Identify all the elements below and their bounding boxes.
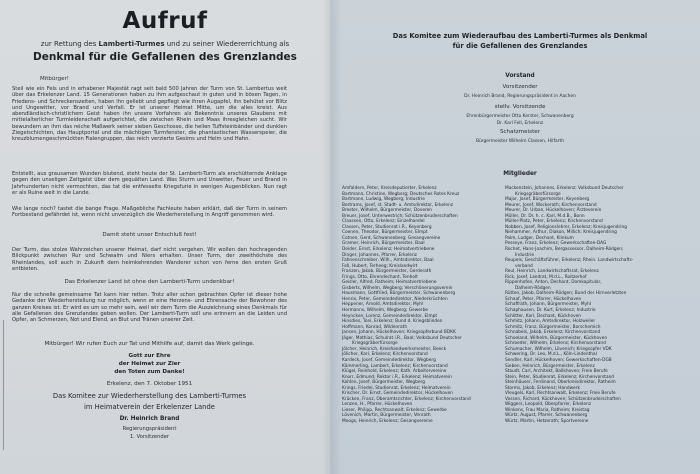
member-entry: Major, Josef, Bürgermeister, Keyenberg [505, 197, 590, 203]
member-entry: Kardeck, Josef, Gemeindedirektor, Wegberg [342, 357, 436, 363]
member-entry: Storms, Jakob, Erkelenz; Handwerk [505, 385, 581, 391]
committee-line: im Heimatverein der Erkelenzer Lande [84, 403, 215, 411]
member-entry: Krücken, Franz, Oberamtsrichter, Erkelenz; Kirchenvorstand [342, 396, 471, 402]
member-entry: Stein, Peter, Studienrat, Erkelenz; Kirchenvorstand [505, 374, 615, 380]
member-entry: Franzen, Jakob, Bürgermeister, Gerderath [342, 269, 432, 275]
member-entry: Müller-Platz, Peter, Erkelenz; Kirchenvorstand [505, 219, 603, 225]
member-entry: Lenzen, H., Pfarrer, Hückelhoven [342, 402, 413, 408]
member-entry: Niehammer, Arthur, Diakon, Millich; Kreisjugendring [505, 230, 617, 236]
member-entry: Mackenstein, Johannes, Erkelenz; Volksbund Deutscher [505, 186, 624, 191]
resolve-line: Damit steht unser Entschluß fest! [102, 232, 197, 238]
unthinkable-line: Das Erkelenzer Land ist ohne den Lamberti-Turm undenkbar! [64, 279, 235, 285]
members-title: Mitglieder [503, 171, 537, 177]
vice-chair-names [340, 113, 700, 127]
member-entry: Breuer, Josef, Unterwestrich; Schützenbruderschaften [342, 213, 458, 219]
member-entry: Schlitter, Karl, Dechant, Kückhoven [505, 313, 582, 319]
member-entry: Deider, Ernst, Erkelenz; Heimatvertriebene [342, 247, 435, 253]
committee-signature [12, 391, 287, 413]
salutation: Mitbürger! [40, 76, 69, 82]
member-entry: Moogs, Heinrich, Erkelenz; Gesangvereine [342, 418, 433, 424]
member-entry: Kohlen, Josef, Bürgermeister, Wegberg [342, 380, 425, 386]
date-line: Erkelenz, den 7. Oktober 1951 [106, 381, 193, 387]
member-entry: Cotnen, Gerd, Schwanenberg; Gesangvereine [342, 235, 441, 241]
chair-label: Vorsitzender [502, 84, 538, 90]
member-entry: Schumacher, Wilhelm, Lövenich; Kriegsopfer VDK [505, 346, 612, 352]
treasurer-label: Schatzmeister [499, 129, 541, 135]
member-entry: Fell, Hubert, Terheeg; Kreislandwirt [342, 263, 418, 269]
member-entry: Lieser, Philipp, Rechtsanwalt, Erkelenz; Gewerbe [342, 407, 447, 413]
member-entry: Gramer, Heinrich, Bürgermeister, Baal [342, 241, 425, 247]
committee-heading-line: für die Gefallenen des Grenzlandes [452, 42, 588, 50]
committee-heading [340, 31, 700, 51]
signer-role: Regierungspräsident [122, 426, 177, 432]
appeal-subtitle [0, 40, 330, 48]
vice-chair-name: Ehrenbürgermeister Otto Kerster, Schwanenberg [466, 114, 574, 119]
member-entry: Schroeder, Wilhelm, Erkelenz; Kirchenvorstand [505, 341, 606, 347]
member-entry: Vleugels, Karl, Rechtsanwalt, Erkelenz; Freie Berufe [505, 391, 616, 397]
member-entry: Kämmerling, Lambert, Erkelenz; Kirchenvorstand [342, 363, 448, 369]
chair-name: Dr. Heinrich Brand, Regierungspräsident in Aachen [464, 94, 576, 99]
subtitle-bold: Lamberti-Turmes [98, 40, 165, 48]
member-entry: Bartmann, Christine, Wegberg; Deutsches Rotes Kreuz [342, 191, 460, 197]
member-entry: Reul, Heinrich, Landwirtschaftsrat, Erkelenz [505, 269, 599, 275]
paragraph-2: Entstellt, aus grausamen Wunden blutend, steht heute der St. Lamberti-Turm als erschütternde Anklage gegen den unseligen Zeitgeist über dem gequälten Land. Was Sturm und Unwetter, Feuer und Brand in Jahrhunderten nicht vermochten, das tat die entfesselte Kriegsfurie in wenigen Augenblicken. Nun ragt er als Ruine weit in die Lande. [12, 171, 287, 196]
member-entry: Hausmann, Gottfried, Bürgermeister, Schwanenberg [342, 291, 456, 297]
member-entry: Henrix, Peter, Gemeindedirektor, Niederkrüchten [342, 296, 448, 302]
member-entry: Brester, Wilhelm, Bürgermeister, Doveren [342, 208, 433, 214]
member-entry: Würtz, Martin, Hetzerath; Sportvereine [505, 418, 589, 424]
motto-line: den Toten zum Danke! [114, 369, 185, 375]
page-gutter [322, 0, 342, 474]
memorial-heading: Denkmal für die Gefallenen des Grenzlandes [33, 51, 297, 63]
paragraph-4: Der Turm, das stolze Wahrzeichen unserer Heimat, darf nicht vergehen. Wir wollen den hochragenden Blickpunkt zwischen Rur und Schwalm und Niers erhalten. Unser Turm, der zweithöchste des Rheinlandes, soll auch in Zukunft dem heimkehrenden Wanderer schon von ferne den ersten Gruß entbieten. [12, 247, 287, 272]
member-entry: Schmitz, Johann, Amtsdirektor, Holzweiler [505, 319, 596, 325]
paragraph-3: Wie lange noch? tastet die bange Frage. Maßgebliche Fachleute haben erklärt, daß der Turm in seinem Fortbestand gefährdet ist, wenn nicht unverzüglich die Wiederherstellung in Angriff genommen wird. [12, 206, 287, 219]
paragraph-1: Steil wie ein Fels und in erhabener Majestät ragt seit bald 500 Jahren der Turm von St. Lambertus weit über das Erkelenzer Land. 15 Generationen haben zu ihm aufgeschaut in guten und in bösen Tagen, in Friedens- und Schreckenszeiten, haben ihn geliebt und gepflegt wie ihren Augapfel, ihn behütet vor Blitz und Ungewitter, vor Brand und Verfall. Er ist unserer Heimat Mitte, um die alles kreist. Aus abendländisch-christlichem Geist haben ihn unsere Vorfahren als Bekenntnis unseres Glaubens mit mittelalterlicher Turmleidenschaft aufgerichtet, die zwischen Rhein und Maas ihresgleichen sucht. Wir bewundern an ihm das reiche Maßwerk seiner sieben Geschosse, die hellen Tuffsteinbänder und dunklen Ziegelschichten, das Hauptportal und die mächtigen Turmfenster, die phantastischen Wasserspeier, die kreuzblumengeschmückten Fialengruppen, das reich verzierte Gesims und Helm und Hahn. [12, 86, 287, 143]
member-entry: Palm, Ludger, Dechant, Klinkum [505, 235, 574, 241]
member-entry: Jölicher, Karl, Erkelenz; Kirchenvorstand [342, 352, 428, 358]
members-column-2 [505, 186, 695, 425]
member-entry: Dalheim-Rödgen [515, 285, 551, 291]
member-entry: Schaphausen, Dr. Kurt, Erkelenz; Industrie [505, 308, 596, 314]
vice-chair-name: Dr. Karl Fell, Erkelenz [496, 121, 544, 126]
member-entry: Sieben, Heinrich, Bürgermeister, Erkelenz [505, 363, 595, 369]
member-entry: Geisler, Alfred, Ratheim; Heimatvertriebene [342, 280, 437, 286]
member-entry: Bertrams, Josef, st. Stadt- u. Amtsdirektor, Erkelenz [342, 202, 453, 208]
member-entry: Rütten, Jakob, Dalheim-Rödgen; Bund der Hirnverletzten [505, 291, 627, 297]
member-entry: Schoeland, Wilhelm, Bürgermeister, Kückhoven [505, 335, 608, 341]
member-entry: verband [515, 263, 533, 269]
member-entry: Frings, Otto, Ehrendechant, Tenholt [342, 274, 418, 280]
member-entry: Coenen, Theodor, Bürgermeister, Elmpt [342, 230, 428, 236]
member-entry: Jölcher, Heinrich, Kreishandwerksmeister, Beeck [342, 346, 447, 352]
page-edge-line [3, 320, 4, 450]
member-entry: Staudt, Carl, Architekt, Ballkhoven; Freie Berufe [505, 369, 608, 375]
call-to-action: Mitbürger! Wir rufen Euch zur Tat und Mithilfe auf, damit das Werk gelinge. [44, 341, 255, 347]
signer-roles [12, 425, 287, 441]
member-entry: Krischer, Dr. Ernst, Gemeindedirektor, Hückelhoven [342, 391, 453, 397]
member-entry: Fahnenschreiber, Wilh., Amtsdirektor, Baal [342, 258, 434, 264]
member-entry: Amfaldern, Peter, Kreisdeputierter, Erkelenz [342, 186, 437, 191]
signer-name: Dr. Heinrich Brand [119, 416, 180, 422]
motto-line: Gott zur Ehre [128, 353, 171, 359]
member-entry: Hoffmann, Konrad, Wildenrath [342, 324, 408, 330]
member-entry: Rippenhofen, Anton, Dechant, Domkapitular, [505, 280, 602, 286]
motto-line: der Heimat zur Zier [118, 361, 181, 367]
member-entry: Pesseye, Franz, Erkelenz; Gewerkschaften-DAG [505, 241, 607, 247]
member-entry: Meurer, Josef, Wockerath; Kirchenvorstand [505, 202, 597, 208]
member-entry: Industrie [515, 252, 534, 258]
members-column-1 [342, 186, 502, 425]
member-entry: Klügel, Reinhold, Erkelenz; Kath. Arbeitervereine [342, 369, 447, 375]
appeal-title: Aufruf [122, 8, 208, 34]
member-entry: Kriegsgräberfürsorge [352, 341, 398, 347]
motto [12, 352, 287, 376]
member-entry: Classen, Peter, Studienrat i.R., Keyenberg [342, 224, 432, 230]
board-title: Vorstand [505, 73, 535, 79]
member-entry: Dinger, Johannes, Pfarrer, Erkelenz [342, 252, 417, 258]
member-entry: Gisberts, Wilhelm, Wegberg; Verschönerungsverein [342, 285, 453, 291]
member-entry: Schmitz, Franz, Bürgermeister, Borschemich [505, 324, 601, 330]
member-entry: Würtz, August, Pfarrer, Schwanenberg [505, 413, 588, 419]
vice-chair-label: stellv. Vorsitzende [494, 104, 546, 110]
member-entry: Rick, Josef, Landrat, M.d.L., Roitzerhof [505, 274, 587, 280]
member-entry: Meurer, Dr. Urban, Hückelhoven; Ärzteverein [505, 208, 602, 214]
member-entry: Heppener, Arnold, Amtsdirektor, Myhl [342, 302, 424, 308]
member-entry: Schaffrath, Johann, Bürgermeister, Myhl [505, 302, 592, 308]
member-entry: Hermanns, Wilhelm, Wegberg; Gewerbe [342, 308, 429, 314]
member-entry: Knorr, Edmund, Rektor i.R., Erkelenz; Heimatverein [342, 374, 452, 380]
subtitle-post: und zu seiner Wiedererrichtung als [164, 40, 290, 48]
member-entry: Rochet, Hans-Joachim, Bergassessor, Dalheim-Rödgen; [505, 247, 624, 253]
member-entry: Lövenich, Martin, Bürgermeister, Venrath [342, 413, 431, 419]
subtitle-pre: zur Rettung des [40, 40, 99, 48]
paragraph-5: Nur die schnelle gemeinsame Tat kann hier retten. Trotz aller schon gebrachten Opfer ist dieser hohe Gedanke der Wiederherstellung nur möglich, wenn er eine Herzens- und Ehrensache der Bewohner des ganzen Kreises ist. Er wird es um so mehr sein, weil wir dem Turm die Auszeichnung eines Denkmals für alle Gefallenen des Grenzlandes geben wollen. Der Lamberti-Turm soll uns erinnern an die Leiden und Opfer, an Schmerzen, Not und Elend, an Blut und Tränen unserer Zeit. [12, 292, 287, 324]
member-entry: Hinsdies, Toni, Erkelenz; Bund d. Kriegsblinden [342, 319, 443, 325]
member-entry: Müller, Dr. Dr. h. c. Karl, M.d.B., Bonn [505, 213, 585, 219]
member-entry: Heyncken, Lorenz, Gemeindedirektor, Elmpt [342, 313, 438, 319]
member-entry: Jäger, Mathias, Schulrat i.R., Baal; Volksbund Deutscher [342, 335, 462, 341]
member-entry: Vossen, Richard, Kückhoven; Schützenbruderschaften [505, 396, 621, 402]
member-entry: Winkens, Frau Maria, Ratheim; Kreistag [505, 407, 590, 413]
member-entry: Jansen, Johann, Hückelhoven; Kriegsopferbund BDKK [342, 330, 456, 336]
member-entry: Bartmann, Ludwig, Wegberg; Industrie [342, 197, 425, 203]
member-entry: Sendler, Karl, Hückelhoven; Gewerkschaften-DGB [505, 357, 612, 363]
member-entry: Steinhäuser, Ferdinand, Oberkreisdirektor, Ratheim [505, 380, 616, 386]
signer-role: 1. Vorsitzender [129, 434, 170, 440]
member-entry: Schnabels, Jakob, Erkelenz; Kirchenvorstand [505, 330, 601, 336]
committee-line: Das Komitee zur Wiederherstellung des Lamberti-Turmes [52, 392, 247, 400]
committee-heading-line: Das Komitee zum Wiederaufbau des Lamberti-Turmes als Denkmal [392, 32, 648, 40]
member-entry: Wiggers, Leopold, Oberpfarrer, Erkelenz [505, 402, 591, 408]
member-entry: Schaaf, Peter, Pfarrer, Hückelhoven [505, 296, 582, 302]
member-entry: Kriegsgräberfürsorge [515, 191, 561, 197]
member-entry: Krings, Friedel, Studienrat, Erkelenz; Heimatverein [342, 385, 451, 391]
member-entry: Nobben, Josef, Religionslehrer, Erkelenz; Kreisjugendring [505, 224, 627, 230]
member-entry: Reupels, Geschäftsführer, Erkelenz; Rhein. Landwirtschafts- [505, 258, 634, 264]
member-entry: Claassen, Otto, Erkelenz; Einzelhandel [342, 219, 425, 225]
treasurer-name: Bürgermeister Wilhelm Classen, Hilfarth [475, 139, 565, 144]
member-entry: Schwering, Dr. Leo, M.d.L., Köln-Lindenthal [505, 352, 597, 358]
